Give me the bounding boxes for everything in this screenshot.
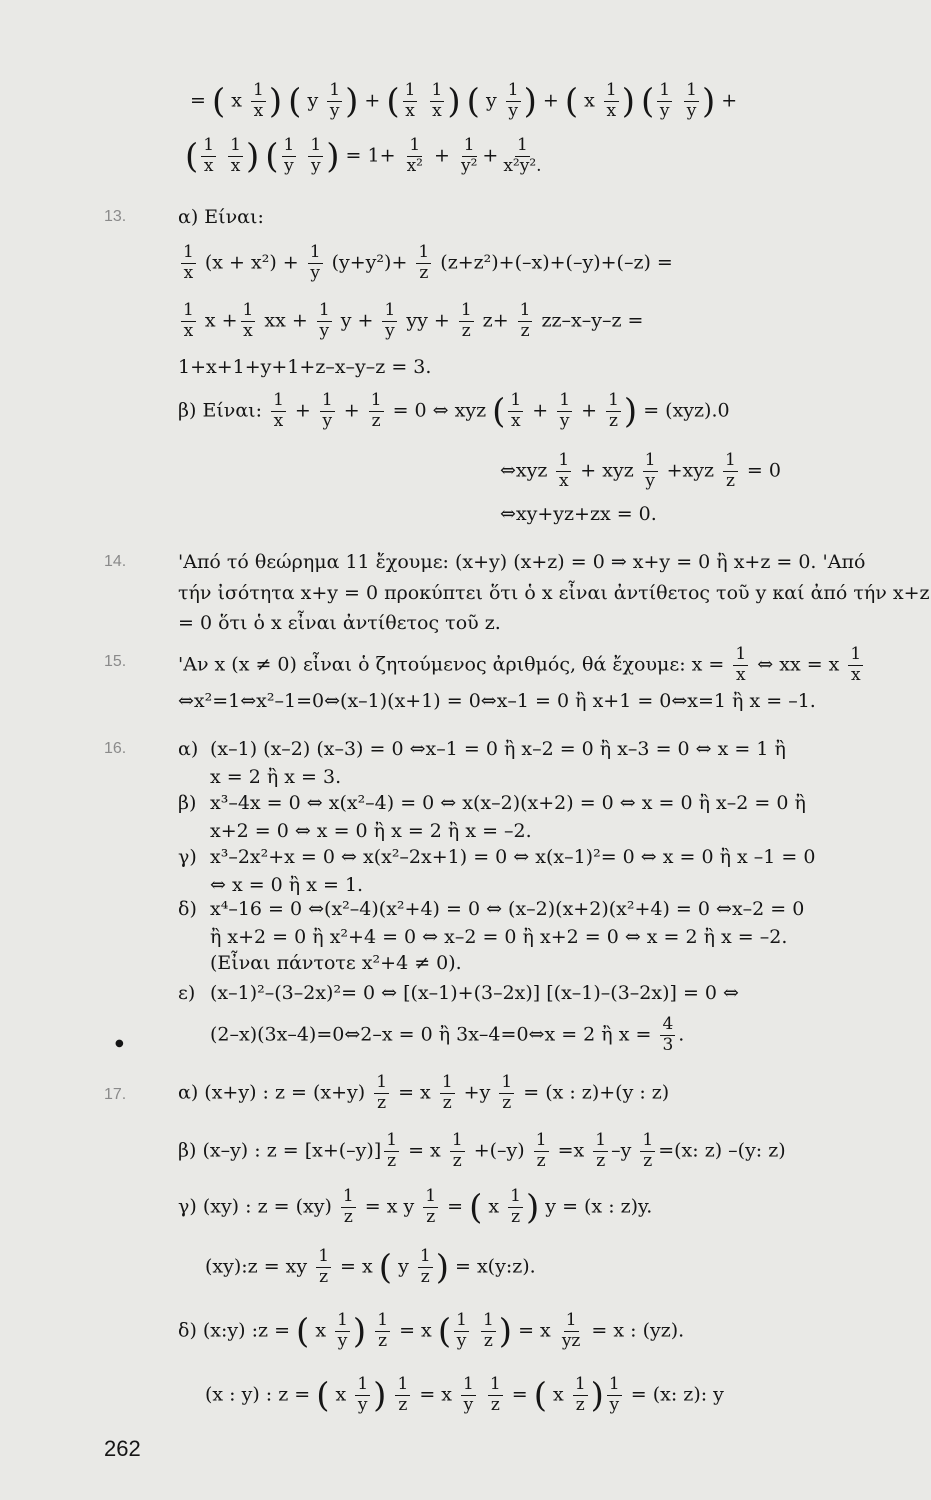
equation-line: ⇔xy+yz+zx = 0. xyxy=(500,503,657,525)
part-label: β) xyxy=(178,399,197,422)
problem-number: 17. xyxy=(104,1086,127,1103)
part-label: γ) xyxy=(178,846,197,868)
text-line: x+2 = 0 ⇔ x = 0 ἢ x = 2 ἢ x = –2. xyxy=(210,820,532,842)
equation-line: β) (x–y) : z = [x+(–y)] $\frac{1}{z}$ = x $\frac{1}{z}$ +(–y) $\frac{1}{z}$ =x $\frac{1}{z}$ –y $\frac{1}{z}$ =(x: z) –(y: z) xyxy=(178,1130,786,1171)
part-label: α) xyxy=(178,738,199,760)
problem-number: 13. xyxy=(104,208,127,225)
text-line: x⁴–16 = 0 ⇔(x²–4)(x²+4) = 0 ⇔ (x–2)(x+2)(x²+4) = 0 ⇔x–2 = 0 xyxy=(210,898,805,920)
part-label: δ) xyxy=(178,898,197,920)
equation-line: 1+x+1+y+1+z–x–y–z = 3. xyxy=(178,356,432,378)
text-line: 'Από τό θεώρημα 11 ἔχουμε: (x+y) (x+z) = 0 ⇒ x+y = 0 ἢ x+z = 0. 'Από xyxy=(178,551,866,573)
part-label: α) xyxy=(178,206,199,228)
equation-line: γ) (xy) : z = (xy) $\frac{1}{z}$ = x y $\frac{1}{z}$ = ( x $\frac{1}{z}$ ) y = (x : z)y. xyxy=(178,1186,653,1228)
text-line: = 0 ὅτι ὁ x εἶναι ἀντίθετος τοῦ z. xyxy=(178,612,501,634)
equation-line: $\frac{1}{x}$ (x + x²) + $\frac{1}{y}$ (y+y²)+ $\frac{1}{z}$ (z+z²)+(–x)+(–y)+(–z) = xyxy=(183,242,673,283)
text-line: ⇔ x = 0 ἢ x = 1. xyxy=(210,874,364,896)
equation-line: ( $\frac{1}{x}$ $\frac{1}{x}$ ) ( $\frac{1}{y}$ $\frac{1}{y}$ ) = 1+ $\frac{1}{\text{x²}}$ + $\frac{1}{\text{y²}}$ + $\frac{1}{\text{x²y².}}$ xyxy=(185,135,542,177)
page-number: 262 xyxy=(104,1436,141,1461)
part-label: ε) xyxy=(178,982,196,1004)
text-line: x³–4x = 0 ⇔ x(x²–4) = 0 ⇔ x(x–2)(x+2) = 0 ⇔ x = 0 ἢ x–2 = 0 ἢ xyxy=(210,792,806,814)
problem-number: 14. xyxy=(104,553,127,570)
equation-line: α) (x+y) : z = (x+y) $\frac{1}{z}$ = x $\frac{1}{z}$ +y $\frac{1}{z}$ = (x : z)+(y : z) xyxy=(178,1072,670,1113)
equation-line: $\frac{1}{x}$ x + $\frac{1}{x}$ xx + $\frac{1}{y}$ y + $\frac{1}{y}$ yy + $\frac{1}{z}$ z+ $\frac{1}{z}$ zz–x–y–z = xyxy=(183,300,644,341)
part-intro: Είναι: xyxy=(204,206,264,228)
bullet-mark: ● xyxy=(115,1038,124,1049)
equation-line: δ) (x:y) :z = ( x $\frac{1}{y}$ ) $\frac{1}{z}$ = x ( $\frac{1}{y}$ $\frac{1}{z}$ ) = x $\frac{1}{yz}$ = x : (yz). xyxy=(178,1310,685,1352)
part-intro: Είναι: xyxy=(202,399,263,422)
text-line: ⇔x²=1⇔x²–1=0⇔(x–1)(x+1) = 0⇔x–1 = 0 ἢ x+1 = 0⇔x=1 ἢ x = –1. xyxy=(178,690,816,712)
text-line: 'Αν x (x ≠ 0) εἶναι ὁ ζητούμενος ἀριθμός, θά ἔχουμε: x = $\frac{1}{x}$ ⇔ xx = x $\frac{1}{x}$ xyxy=(178,644,862,685)
equation-line: (xy):z = xy $\frac{1}{z}$ = x ( y $\frac{1}{z}$ ) = x(y:z). xyxy=(205,1246,536,1288)
text-line: ἢ x+2 = 0 ἢ x²+4 = 0 ⇔ x–2 = 0 ἢ x+2 = 0 ⇔ x = 2 ἢ x = –2. xyxy=(210,926,788,948)
text-line: x³–2x²+x = 0 ⇔ x(x²–2x+1) = 0 ⇔ x(x–1)²= 0 ⇔ x = 0 ἢ x –1 = 0 xyxy=(210,846,816,868)
text-line: (x–1) (x–2) (x–3) = 0 ⇔x–1 = 0 ἢ x–2 = 0 ἢ x–3 = 0 ⇔ x = 1 ἢ xyxy=(210,738,786,760)
equation-line: ⇔xyz $\frac{1}{x}$ + xyz $\frac{1}{y}$ +xyz $\frac{1}{z}$ = 0 xyxy=(500,450,781,491)
problem-number: 16. xyxy=(104,740,127,757)
equation-line: = ( x $\frac{1}{x}$ ) ( y $\frac{1}{y}$ ) + ( $\frac{1}{x}$ $\frac{1}{x}$ ) ( y $\frac{1}{y}$ ) + ( x $\frac{1}{x}$ ) ( $\frac{1}{y}$ $\frac{1}{y}$ ) + xyxy=(190,80,738,122)
part-label: β) xyxy=(178,792,197,814)
text-line: (Εἶναι πάντοτε x²+4 ≠ 0). xyxy=(210,952,462,974)
problem-number: 15. xyxy=(104,653,127,670)
text-line: (x–1)²–(3–2x)²= 0 ⇔ [(x–1)+(3–2x)] [(x–1)–(3–2x)] = 0 ⇔ xyxy=(210,982,739,1004)
equation-line: (x : y) : z = ( x $\frac{1}{y}$ ) $\frac{1}{z}$ = x $\frac{1}{y}$ $\frac{1}{z}$ = ( x $\frac{1}{z}$ ) $\frac{1}{y}$ = (x: z): y xyxy=(205,1374,724,1416)
part-heading xyxy=(178,208,264,227)
text-line: x = 2 ἢ x = 3. xyxy=(210,766,342,788)
text-line: (2–x)(3x–4)=0⇔2–x = 0 ἢ 3x–4=0⇔x = 2 ἢ x = $\frac{4}{3}$ . xyxy=(210,1014,685,1055)
equation-line: β) Είναι: $\frac{1}{x}$ + $\frac{1}{y}$ + $\frac{1}{z}$ = 0 ⇔ xyz ( $\frac{1}{x}$ + $\frac{1}{y}$ + $\frac{1}{z}$ ) = (xyz).0 xyxy=(178,390,730,432)
text-line: τήν ἰσότητα x+y = 0 προκύπτει ὅτι ὁ x εἶναι ἀντίθετος τοῦ y καί ἀπό τήν x+z xyxy=(178,582,930,604)
